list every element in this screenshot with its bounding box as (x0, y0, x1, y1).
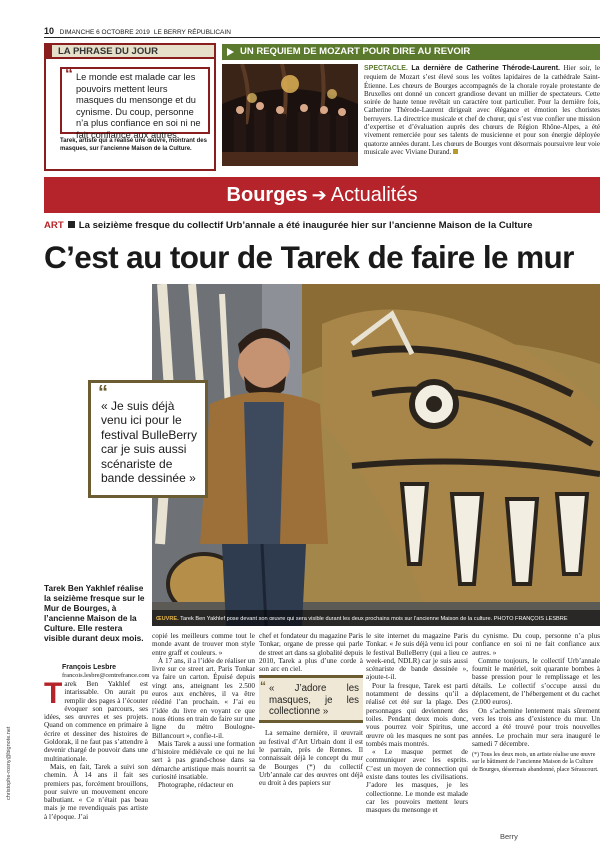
article-headline: C’est au tour de Tarek de faire le mur (44, 239, 574, 275)
article-paragraph: Photographe, rédacteur en (158, 781, 234, 790)
article-kicker: La seizième fresque du collectif Urb’annale a été inaugurée hier sur l’ancienne Maison de la Culture (78, 220, 533, 231)
pull-quote-text: « Je suis déjà venu ici pour le festival BulleBerry car je suis aussi scénariste de bande dessinée » (101, 399, 198, 486)
phrase-du-jour-box (44, 43, 216, 171)
requiem-lead: La dernière de Catherine Thérode-Laurent. (411, 65, 560, 72)
requiem-heading: UN REQUIEM DE MOZART POUR DIRE AU REVOIR (222, 44, 600, 60)
section-footer: Berry (500, 832, 518, 841)
article-column-3 (259, 632, 363, 828)
pull-quote-2 (259, 675, 363, 723)
article-paragraph: copié les meilleurs comme tout le monde avant de trouver mon style entre graff et couleurs. » (152, 632, 255, 657)
quote-mark-icon: “ (260, 679, 266, 694)
section-band (44, 177, 600, 213)
arrow-right-icon: ➔ (311, 185, 327, 205)
photo-caption-text: Tarek Ben Yakhlef pose devant son œuvre qui sera visible durant les deux prochains mois sur l’ancienne Maison de la culture. (180, 616, 493, 622)
folio-paper: LE BERRY RÉPUBLICAIN (153, 29, 231, 36)
article-column-4 (366, 632, 468, 828)
article-paragraph: du cynisme. Du coup, personne n’a plus confiance en soi ni ne fait confiance aux autres. » (472, 632, 600, 657)
article-paragraph: chef et fondateur du magazine Paris Tonkar, organe de presse qui parle de street art dans sa globalité depuis 2010, Tarek a plus d’une corde à son arc en ciel. (259, 632, 363, 674)
quote-mark-icon: “ (98, 382, 108, 404)
article-paragraph: Comme toujours, le collectif Urb’annale fournit le matériel, soit quarante bombes à basse pression pour le remplissage et les détails. Le collectif s’occupe aussi du déplacement, de l’hébergement et du cachet (2.000 euros). (472, 656, 600, 707)
phrase-du-jour-quote: Le monde est malade car les pouvoirs mettent leurs masques du mensonge et du cynisme. Du coup, personne n’a plus confiance en soi ni ne fait confiance aux autres. (76, 72, 201, 140)
article-kicker-line (44, 219, 600, 233)
article-column-1 (44, 677, 148, 828)
article-column-2 (152, 632, 255, 828)
pull-quote-2-text: « J’adore les masques, je les collectionne » (269, 683, 359, 718)
side-caption: Tarek Ben Yakhlef réalise la seizième fresque sur le Mur de Bourges, à l’ancienne Maison de la Culture. Elle restera visible durant deux mois. (44, 583, 145, 643)
requiem-article (364, 64, 600, 166)
article-paragraph: Mais Tarek a aussi une formation d’histoire médiévale ce qui ne lui sert à pas grand-chose dans sa démarche artistique mais nourrit sa curiosité insatiable. (152, 739, 255, 782)
page-number: 10 (44, 26, 55, 36)
article-paragraph: Pour la fresque, Tarek est parti notamment de dessins qu’il a réalisé cet été sur la plage. Des personnages qui deviennent des toiles. Pendant deux mois donc, vous pourrez voir Spiritus, une œuvre où les masques ne sont pas tombés mais montrés. (366, 681, 468, 748)
page-folio (44, 26, 600, 38)
requiem-body: Hier soir, le requiem de Mozart s’est élevé sous les voûtes lapidaires de la cathédrale Saint-Étienne. Les chœurs de Bourges accompagnés de la chorale royale protestante de Bruxelles ont donné un concert grandiose devant un millier de spectateurs. Cette soirée de haute tenue revêtait un caractère tout particulier. Pour la dernière fois, Catherine Thérode-Laurent dirigeait avec élégance et émotion les choristes berruyers. La directrice musicale et chef de chœur, qui s’est vue confier une mission d’expertise et d’évaluation auprès des chœurs de Région Rhône-Alpes, a été vivement remerciée pour ses talents de musicienne et pour son énergie déployée quatorze années durant. Les chœurs de Bourges vont désormais poursuivre leur voie musicale avec Viviane Durand. (364, 64, 600, 156)
author-name: François Lesbre (62, 664, 117, 671)
article-footnote: (*) Tous les deux mois, un artiste réalise une œuvre sur le bâtiment de l’ancienne Maison de la Culture de Bourges, désormais abandonné, place Séraucourt. (472, 752, 599, 773)
phrase-du-jour-quote-box (60, 66, 210, 140)
article-main-photo (152, 284, 600, 626)
article-paragraph: le site internet du magazine Paris Tonkar. « Je suis déjà venu ici pour le festival BulleBerry (qui a lieu ce week-end, NDLR) car je suis aussi scénariste de bande dessinée », ajoute-t-il. (366, 632, 468, 682)
byline (62, 664, 148, 680)
photo-caption (156, 614, 596, 624)
phrase-du-jour-caption: Tarek, artiste qui a réalisé une œuvre, montrant des masques, sur l’ancienne Maison de la Culture. (60, 138, 207, 152)
section-city: Bourges (226, 184, 308, 206)
quote-mark-icon: “ (65, 66, 73, 83)
phrase-du-jour-heading: LA PHRASE DU JOUR (46, 45, 214, 59)
article-paragraph: Mais, en fait, Tarek a suivi son chemin. À 14 ans il fait ses premiers pas, forcément brouillons, pour suivre un mouvement encore balbutiant. « Ce n’était pas beau mais je me revendiquais pas artiste à l’époque. J’ai (44, 762, 148, 821)
article-paragraph: « Le masque permet de communiquer avec les esprits. C’est un moyen de connection qui existe dans toutes les civilisations. J’adore les masques, je les collectionne. Le monde est malade car les pouvoirs mettent leurs masques du mensonge et (366, 748, 468, 815)
pull-quote-box (88, 380, 208, 498)
folio-date: DIMANCHE 6 OCTOBRE 2019 (59, 29, 150, 36)
end-mark-icon (453, 149, 458, 154)
mural-photo-illustration (152, 284, 600, 626)
section-name: Actualités (330, 184, 418, 206)
requiem-concert-photo (222, 64, 358, 166)
vertical-credit: christophe-rosny@bignote.net (6, 726, 12, 800)
square-bullet-icon (68, 221, 75, 228)
article-paragraph: À 17 ans, il a l’idée de réaliser un livre sur ce street art. Paris Tonkar va faire un carton. Épuisé depuis vingt ans, atteignant les 2.500 euros aux enchères, il va être réédité l’an prochain. « J’ai eu l’idée du livre en voyant ce que nous étions en train de faire sur une ligne du métro Boulogne-Billancourt », confie-t-il. (152, 656, 255, 740)
requiem-kicker: SPECTACLE. (364, 65, 408, 72)
article-rubric: ART (44, 220, 64, 231)
concert-photo-illustration (222, 64, 358, 166)
article-paragraph: La semaine dernière, il œuvrait au festival d’Art Urbain dont il est le parrain, près de Rennes. Il connaissait déjà le concept du mur de Bourges (*) du collectif Urb’annale car des œuvres ont déjà eu droit à des papiers sur (259, 729, 363, 788)
author-email: francois.lesbre@centrefrance.com (62, 671, 150, 679)
article-paragraph: On s’acheminе lentement mais sûrement vers les trois ans d’existence du mur. Un accord a été trouvé pour trois nouvelles années. Le prochain mur sera inauguré le samedi 7 décembre. (472, 706, 600, 748)
drop-cap: T (44, 677, 63, 710)
photo-credit: PHOTO FRANÇOIS LESBRE (493, 616, 568, 622)
article-paragraph: arek Ben Yakhlef est intarissable. On aurait pu remplir des pages à l’écouter évoquer son parcours, ses idées, ses œuvres et ses projets. Quand on commence en primaire à écrire et dessiner des histoires de Goldorak, il ne faut pas s’attendre à devenir chargé de pouvoir dans une multinationale. (44, 680, 148, 763)
photo-caption-label: ŒUVRE. (156, 616, 179, 622)
article-column-5 (472, 632, 600, 828)
